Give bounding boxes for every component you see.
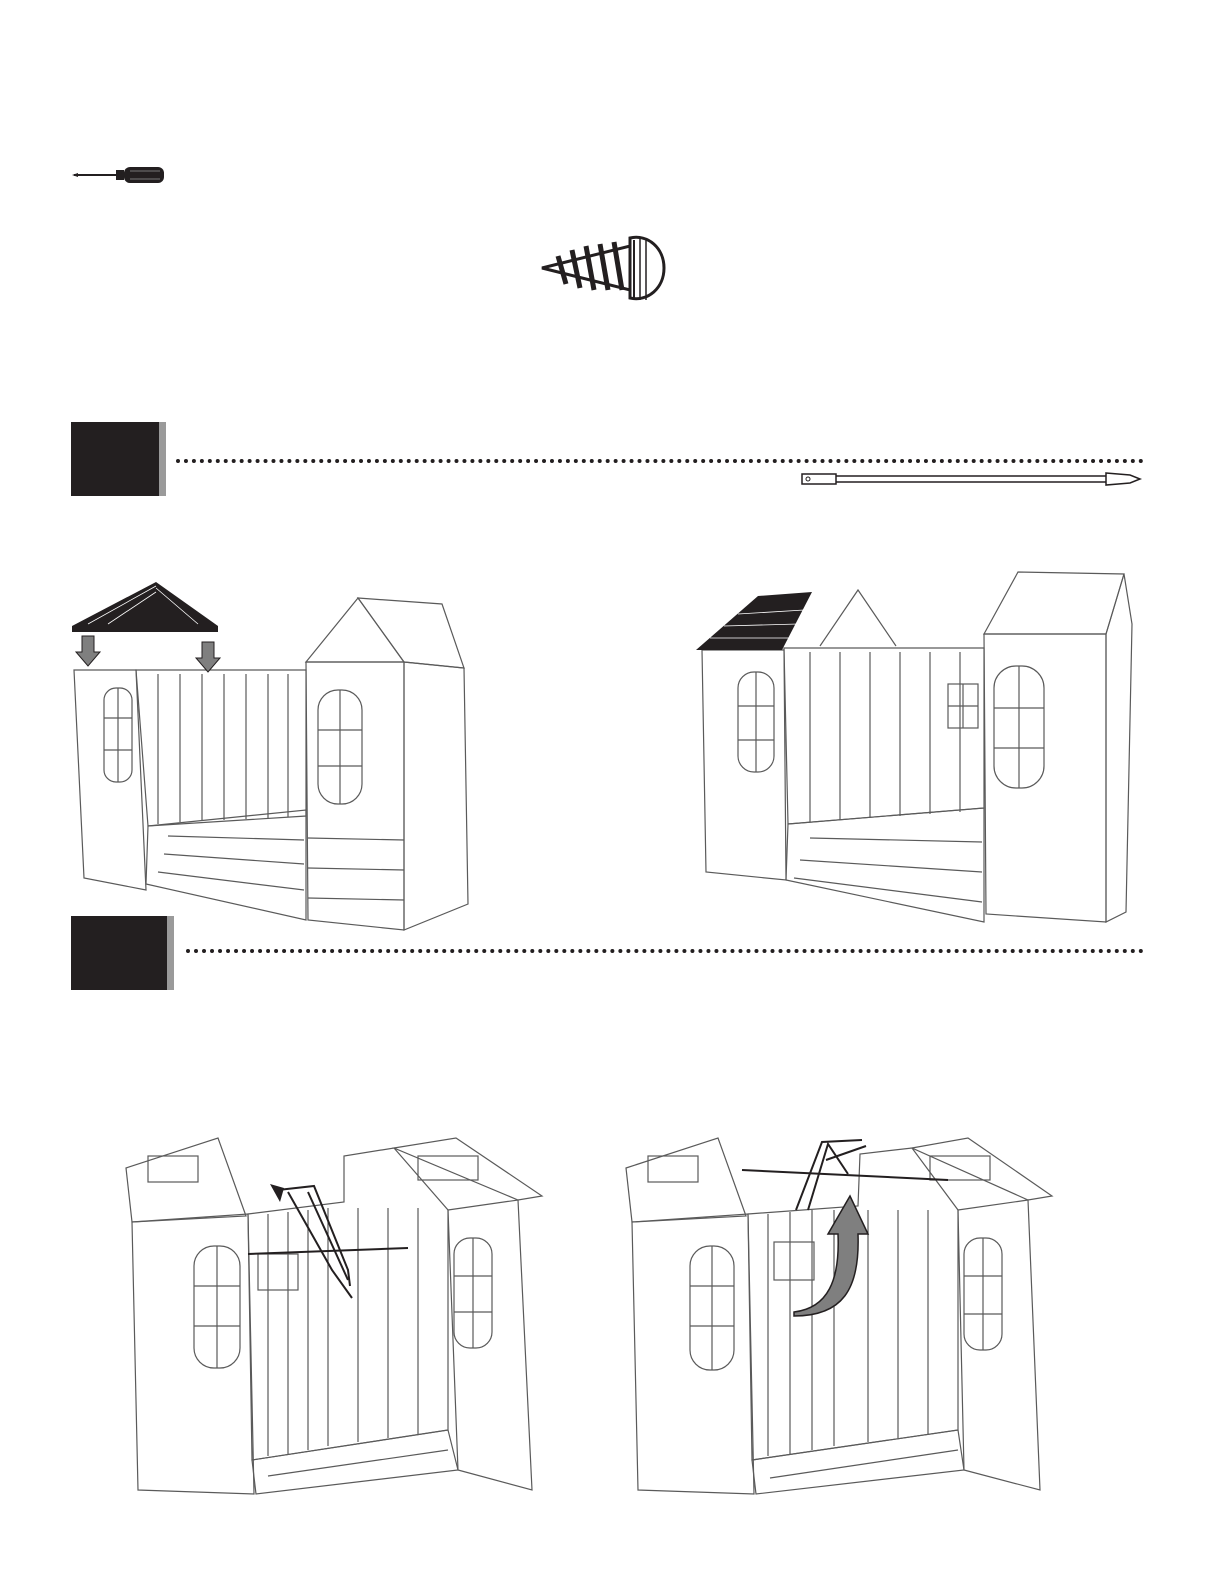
screwdriver-icon <box>70 163 170 187</box>
step-1-block <box>71 422 159 496</box>
step-2-divider <box>186 949 1144 953</box>
pan-head-screw-icon <box>538 228 668 306</box>
step-1-divider <box>176 459 1144 463</box>
gable-lowering-onto-shed <box>68 578 478 940</box>
rod-tool-icon <box>800 470 1144 490</box>
step-1-block-shadow <box>158 422 166 496</box>
truss-rotated-upward <box>618 1130 1068 1500</box>
step-2-block <box>71 916 167 990</box>
truss-being-positioned <box>118 1130 548 1500</box>
gable-installed-with-roof-frame <box>690 562 1140 942</box>
step-2-block-shadow <box>166 916 174 990</box>
